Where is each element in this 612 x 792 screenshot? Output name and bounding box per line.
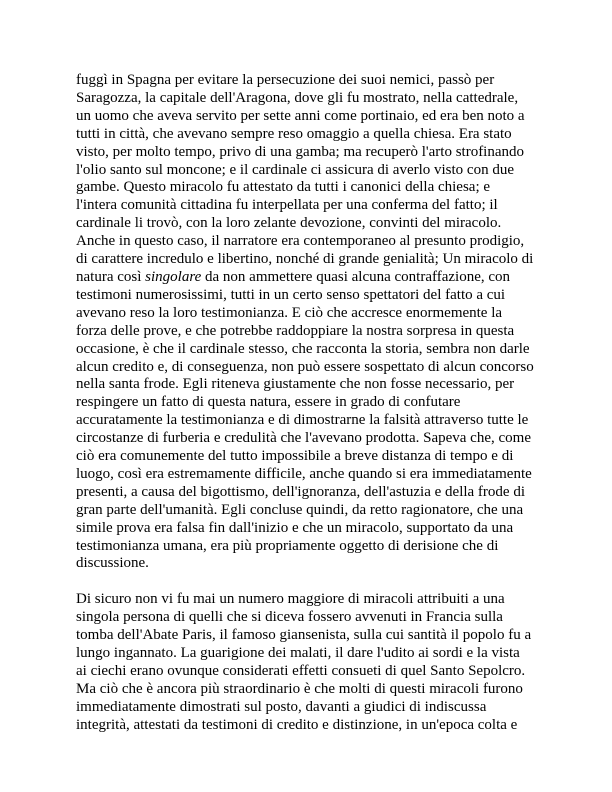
text-line: avevano reso la loro testimonianza. E ciò che accresce enormemente la	[76, 304, 503, 321]
text-segment: natura così	[76, 268, 146, 285]
paragraph-spacer	[76, 573, 536, 591]
text-line: tomba dell'Abate Paris, il famoso giansenista, sulla cui santità il popolo fu a	[76, 627, 532, 644]
text-line: gambe. Questo miracolo fu attestato da tutti i canonici della chiesa; e	[76, 179, 491, 196]
text-line: tutti in città, che avevano sempre reso omaggio a quella chiesa. Era stato	[76, 125, 512, 142]
text-line: Di sicuro non vi fu mai un numero maggiore di miracoli attribuiti a una	[76, 591, 505, 608]
document-page	[76, 72, 536, 735]
text-line: integrità, attestati da testimoni di credito e distinzione, in un'epoca colta e	[76, 716, 518, 733]
text-line: forza delle prove, e che potrebbe raddoppiare la nostra sorpresa in questa	[76, 322, 515, 339]
text-line: testimonianza umana, era più propriamente oggetto di derisione che di	[76, 537, 499, 554]
text-line: alcun credito e, di conseguenza, non può essere sospettato di alcun concorso	[76, 358, 534, 375]
text-line: simile prova era falsa fin dall'inizio e che un miracolo, supportato da una	[76, 519, 514, 536]
text-line: immediatamente dimostrati sul posto, davanti a giudici di indiscussa	[76, 698, 487, 715]
text-line: ciò era comunemente del tutto impossibile a breve distanza di tempo e di	[76, 448, 514, 465]
text-line: discussione.	[76, 555, 149, 572]
text-line: Anche in questo caso, il narratore era contemporaneo al presunto prodigio,	[76, 233, 525, 250]
paragraph-1	[76, 72, 536, 573]
italic-word: singolare	[145, 268, 202, 285]
text-line: lungo ingannato. La guarigione dei malati, il dare l'udito ai sordi e la vista	[76, 644, 520, 661]
text-line: singola persona di quelli che si diceva fossero avvenuti in Francia sulla	[76, 609, 503, 626]
text-line: l'intera comunità cittadina fu interpellata per una conferma del fatto; il	[76, 197, 498, 214]
text-line-with-italic	[76, 269, 536, 287]
text-line: l'olio santo sul moncone; e il cardinale ci assicura di averlo visto con due	[76, 161, 514, 178]
text-line: presenti, a causa del bigottismo, dell'ignoranza, dell'astuzia e della frode di	[76, 483, 525, 500]
text-line: accuratamente la testimonianza e di dimostrarne la falsità attraverso tutte le	[76, 412, 529, 429]
text-line: cardinale li trovò, con la loro zelante devozione, convinti del miracolo.	[76, 215, 502, 232]
text-segment: da non ammettere quasi alcuna contraffazione, con	[201, 268, 511, 285]
text-line: respingere un fatto di questa natura, essere in grado di confutare	[76, 394, 461, 411]
text-line: circostanze di furberia e credulità che l'avevano prodotta. Sapeva che, come	[76, 430, 531, 447]
text-line: luogo, così era estremamente difficile, anche quando si era immediatamente	[76, 465, 532, 482]
text-line: un uomo che aveva servito per sette anni come portinaio, ed era ben noto a	[76, 107, 525, 124]
text-line: Ma ciò che è ancora più straordinario è che molti di questi miracoli furono	[76, 680, 523, 697]
text-line: nella santa frode. Egli riteneva giustamente che non fosse necessario, per	[76, 376, 515, 393]
text-line: gran parte dell'umanità. Egli concluse quindi, da retto ragionatore, che una	[76, 501, 524, 518]
paragraph-2	[76, 591, 536, 734]
text-line: visto, per molto tempo, privo di una gamba; ma recuperò l'arto strofinando	[76, 143, 525, 160]
text-line: occasione, è che il cardinale stesso, che racconta la storia, sembra non darle	[76, 340, 530, 357]
text-line: Saragozza, la capitale dell'Aragona, dove gli fu mostrato, nella cattedrale,	[76, 89, 519, 106]
text-line: testimoni numerosissimi, tutti in un certo senso spettatori del fatto a cui	[76, 286, 506, 303]
text-line: ai ciechi erano ovunque considerati effetti consueti di quel Santo Sepolcro.	[76, 662, 526, 679]
text-line: fuggì in Spagna per evitare la persecuzione dei suoi nemici, passò per	[76, 72, 495, 88]
text-line: di carattere incredulo e libertino, nonché di grande genialità; Un miracolo di	[76, 251, 534, 268]
